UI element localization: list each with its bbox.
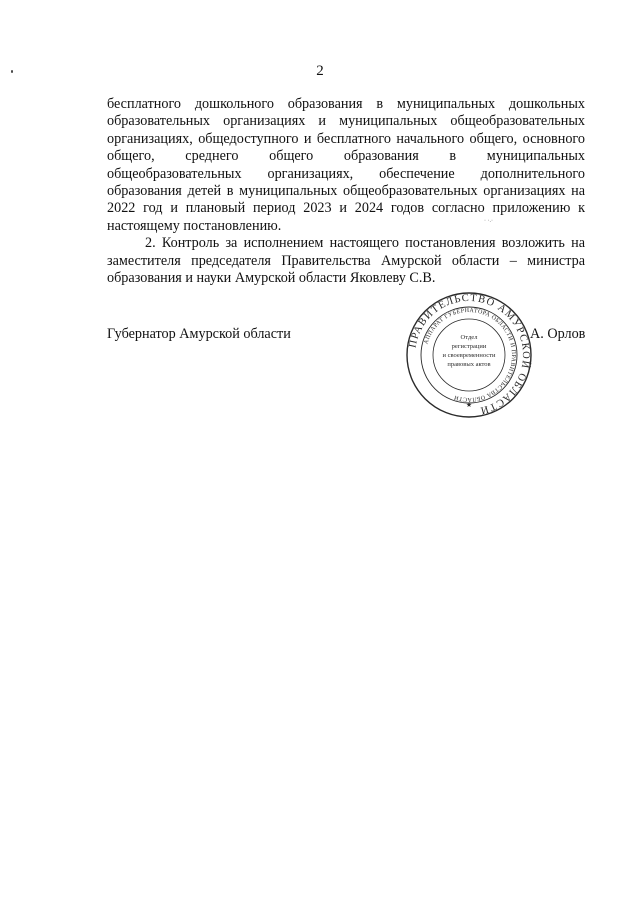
stamp-star-icon: ★ [465, 401, 473, 409]
page-number: 2 [316, 63, 324, 79]
official-seal-stamp [405, 291, 533, 419]
signatory-name: А. Орлов [530, 326, 586, 342]
body-paragraph-continuation: бесплатного дошкольного образования в муниципальных дошкольных образовательных организациях и муниципальных общеобразовательных организациях, общедоступного и бесплатного начального общего, основного общего, среднего общего образования в муниципальных общеобразовательных организациях, обеспечение дополнительного образования детей в муниципальных общеобразовательных организациях на 2022 год и плановый период 2023 и 2024 годов согласно приложению к настоящему постановлению. [107, 96, 585, 234]
stamp-center-line-4: правовых актов [447, 361, 491, 368]
stamp-center-line-1: Отдел [460, 334, 478, 341]
signatory-title: Губернатор Амурской области [107, 326, 291, 342]
scan-speck-left-margin [11, 70, 13, 73]
document-body [107, 96, 585, 287]
stamp-center-line-3: и своевременности [442, 352, 496, 359]
stamp-outer-text: ПРАВИТЕЛЬСТВО АМУРСКОЙ ОБЛАСТИ [407, 292, 532, 416]
scan-noise-dots: · ·.· [484, 218, 493, 224]
stamp-inner-ring-text: АППАРАТ ГУБЕРНАТОРА ОБЛАСТИ И ПРАВИТЕЛЬСТВА ОБЛАСТИ [423, 307, 517, 403]
stamp-center-line-2: регистрации [451, 343, 487, 350]
body-paragraph-control-clause: 2. Контроль за исполнением настоящего постановления возложить на заместителя председателя Правительства Амурской области – министра образования и науки Амурской области Яковлеву С.В. [107, 235, 585, 287]
